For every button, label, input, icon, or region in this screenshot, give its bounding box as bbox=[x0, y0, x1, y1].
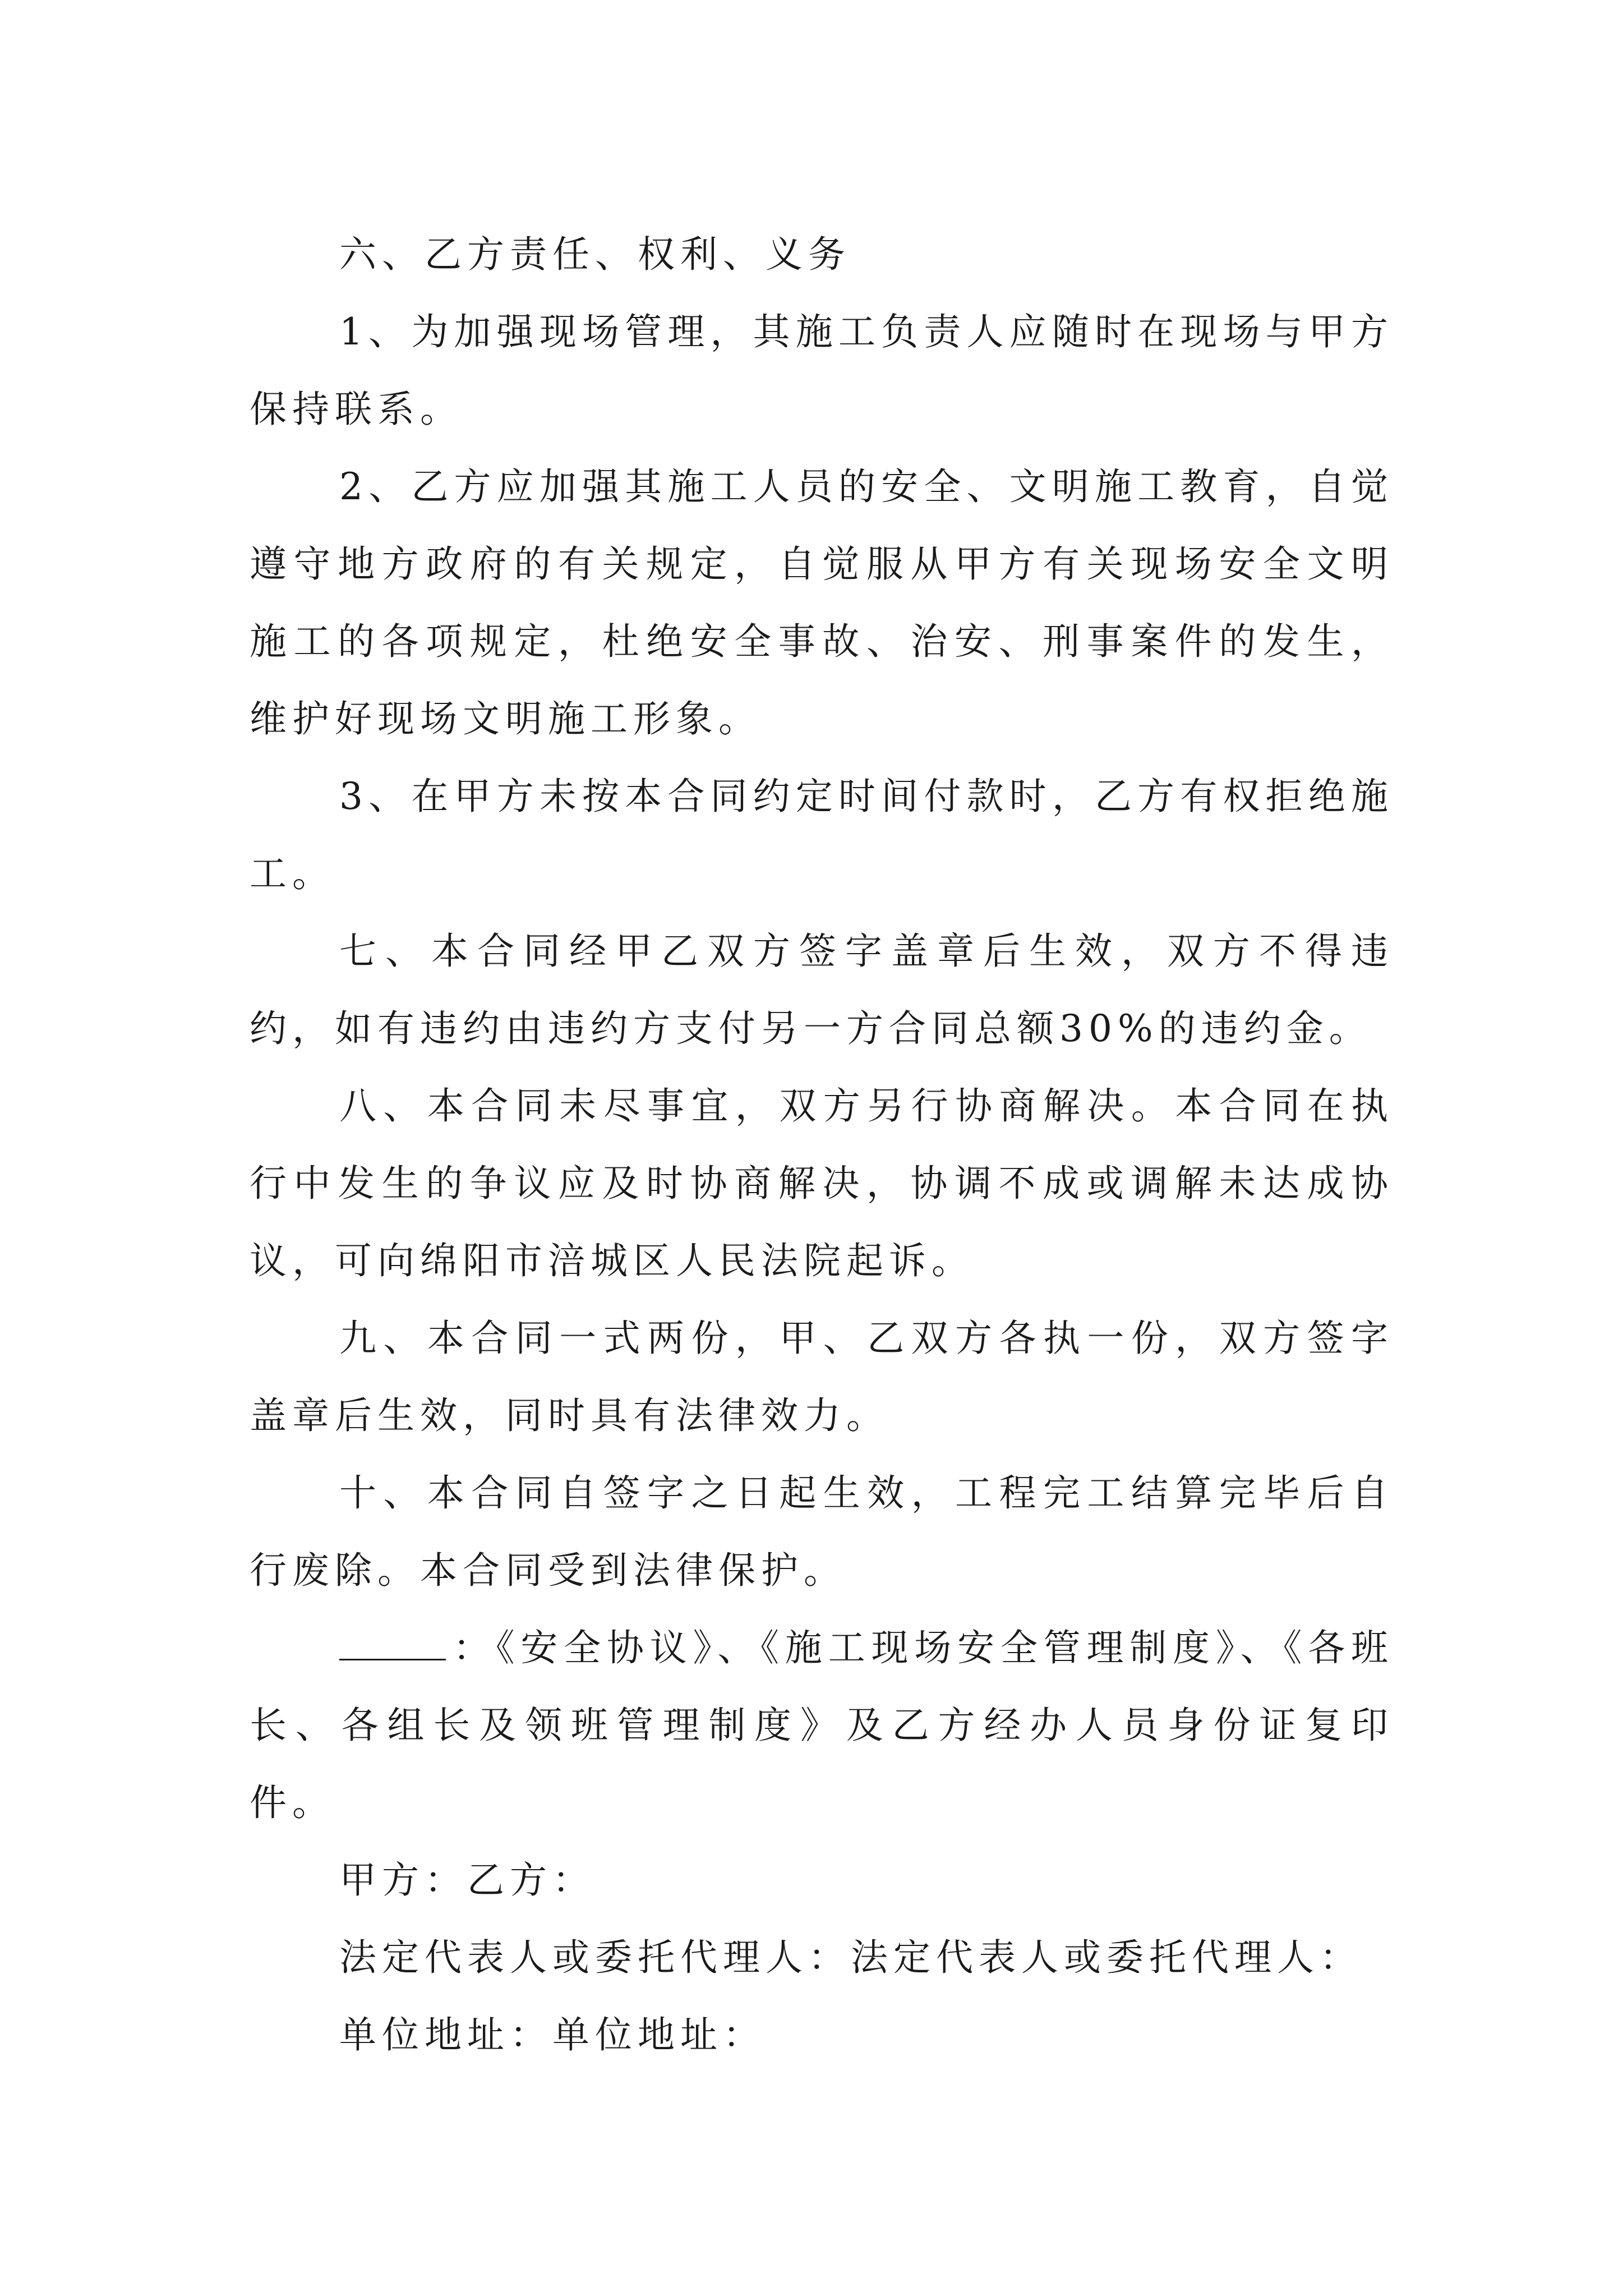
section-eight: 八、本合同未尽事宜，双方另行协商解决。本合同在执行中发生的争议应及时协商解决，协调不成或调解未达成协议，可向绵阳市涪城区人民法院起诉。 bbox=[250, 1084, 1394, 1282]
section-nine: 九、本合同一式两份，甲、乙双方各执一份，双方签字盖章后生效，同时具有法律效力。 bbox=[250, 1317, 1394, 1437]
section-ten: 十、本合同自签字之日起生效，工程完工结算完毕后自行废除。本合同受到法律保护。 bbox=[250, 1471, 1394, 1592]
document-body bbox=[250, 216, 1394, 2074]
section-seven: 七、本合同经甲乙双方签字盖章后生效，双方不得违约，如有违约由违约方支付另一方合同总额30%的违约金。 bbox=[250, 930, 1394, 1050]
clause-6-1: 1、为加强现场管理，其施工负责人应随时在现场与甲方保持联系。 bbox=[250, 310, 1394, 431]
signature-parties: 甲方：乙方： bbox=[339, 1858, 595, 1902]
clause-6-3: 3、在甲方未按本合同约定时间付款时，乙方有权拒绝施工。 bbox=[250, 775, 1394, 895]
blank-line bbox=[339, 1627, 446, 1660]
attachment-text: ：《安全协议》、《施工现场安全管理制度》、《各班长、各组长及领班管理制度》及乙方经办人员身份证复印件。 bbox=[250, 1626, 1394, 1824]
clause-6-2: 2、乙方应加强其施工人员的安全、文明施工教育，自觉遵守地方政府的有关规定，自觉服从甲方有关现场安全文明施工的各项规定，杜绝安全事故、治安、刑事案件的发生，维护好现场文明施工形象。 bbox=[250, 465, 1394, 740]
section-six-heading: 六、乙方责任、权利、义务 bbox=[339, 233, 851, 276]
attachment-paragraph bbox=[250, 1609, 1394, 1842]
signature-address: 单位地址：单位地址： bbox=[339, 2013, 766, 2056]
signature-representatives: 法定代表人或委托代理人：法定代表人或委托代理人： bbox=[339, 1936, 1362, 1979]
